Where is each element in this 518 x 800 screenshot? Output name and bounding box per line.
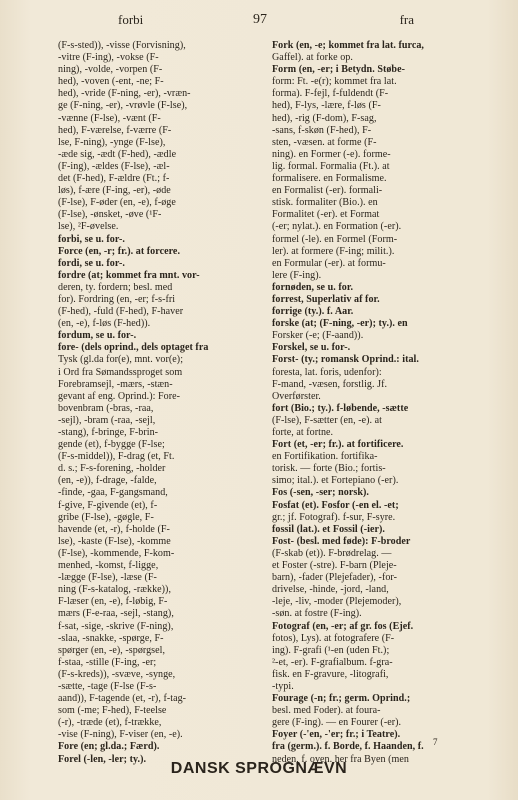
text-line: Fotograf (en, -er; af gr. fos (Ejef. bbox=[272, 620, 414, 632]
text-line: (F-ing), -ældes (F-lse), -æl- bbox=[58, 160, 170, 172]
text-line: -æde sig, -ædt (F-hed), -ædle bbox=[58, 148, 177, 160]
text-line: Form (en, -er; i Betydn. Støbe- bbox=[272, 64, 405, 76]
text-line: et Foster (-stre). F-barn (Pleje- bbox=[272, 560, 397, 572]
text-line: form: Ft. -e(r); kommet fra lat. bbox=[272, 76, 397, 88]
text-line: en Formular (-er). at formu- bbox=[272, 257, 386, 269]
text-line: ²-et, -er). F-grafialbum. f-gra- bbox=[272, 656, 393, 668]
text-line: Tysk (gl.da for(e), mnt. vor(e); bbox=[58, 354, 184, 366]
text-line: torisk. — forte (Bio.; fortis- bbox=[272, 463, 386, 475]
footer-stamp: DANSK SPROGNÆVN bbox=[170, 760, 348, 777]
text-line: for). Fordring (en, -er; f-s-fri bbox=[58, 293, 176, 305]
text-line: -vænne (F-lse), -vænt (F- bbox=[58, 112, 161, 124]
text-line: fore- (dels oprind., dels optaget fra bbox=[58, 342, 209, 354]
text-line: f-sat, -sige, -skrive (F-ning), bbox=[58, 620, 174, 632]
text-line: f-give, F-givende (et), f- bbox=[58, 499, 158, 511]
text-line: fra (germ.). f. Borde, f. Haanden, f. bbox=[272, 741, 424, 753]
text-line: hed), -voven (-ent, -ne; F- bbox=[58, 76, 164, 88]
text-line: havende (et, -r), f-holde (F- bbox=[58, 523, 170, 535]
text-line: forte, at fortne. bbox=[272, 427, 334, 438]
text-line: (F-s-sted)), -visse (Forvisning), bbox=[58, 40, 186, 51]
text-line: bovenbram (-bras, -raa, bbox=[58, 402, 154, 414]
text-line: forrest, Superlativ af for. bbox=[272, 293, 380, 305]
text-line: (F-skab (et)). F-brødrelag. — bbox=[272, 547, 392, 559]
text-line: ning (F-s-katalog, -række)), bbox=[58, 584, 172, 596]
text-line: -søn. at fostre (F-ing). bbox=[272, 608, 362, 620]
text-line: løs), f-ære (F-ing, -er), -øde bbox=[58, 185, 171, 197]
text-line: som (-me; F-hed), F-teelse bbox=[58, 705, 167, 717]
text-line: lse), -kaste (F-lse), -komme bbox=[58, 535, 171, 547]
text-line: deren, ty. fordern; besl. med bbox=[58, 281, 173, 293]
text-line: foresta, lat. foris, udenfor): bbox=[272, 366, 382, 378]
text-line: (F-lse), -ønsket, -øve (¹F- bbox=[58, 209, 162, 221]
text-line: -leje, -liv, -moder (Plejemoder), bbox=[272, 596, 402, 608]
text-line: ler). at formere (F-ing; milit.). bbox=[272, 245, 395, 257]
text-line: Fore (en; gl.da.; Færd). bbox=[58, 741, 160, 753]
text-line: menhed, -komst, f-ligge, bbox=[58, 560, 159, 572]
text-line: (F-hed), -fuld (F-hed), F-haver bbox=[58, 306, 184, 318]
text-line: Foyer (-'en, -'er; fr.; i Teatre). bbox=[272, 729, 401, 741]
text-line: -vise (F-ning), F-viser (en, -e). bbox=[58, 729, 183, 741]
text-line: Overførster. bbox=[272, 390, 321, 402]
text-line: hed), F-værelse, f-værre (F- bbox=[58, 124, 172, 136]
text-line: Forskel, se u. for-. bbox=[272, 342, 351, 354]
text-line: lere (F-ing). bbox=[272, 269, 322, 281]
text-line: stisk. formaliter (Bio.). en bbox=[272, 197, 378, 209]
text-line: hed), F-lys, -lære, f-løs (F- bbox=[272, 100, 381, 112]
text-line: besl. med Foder). at foura- bbox=[272, 705, 381, 717]
text-line: -finde, -gaa, F-gangsmand, bbox=[58, 487, 168, 499]
text-line: Forel (-len, -ler; ty.). bbox=[58, 753, 147, 765]
right-column bbox=[272, 40, 466, 766]
text-line: lig. formal. Formalia (Ft.). at bbox=[272, 160, 390, 172]
text-line: det (F-hed), F-ældre (Ft.; f- bbox=[58, 173, 170, 185]
text-line: F-mand, -væsen, forstlig. Jf. bbox=[272, 378, 388, 390]
text-line: gevant af eng. Oprind.): Fore- bbox=[58, 390, 181, 402]
page-number: 97 bbox=[253, 12, 267, 27]
header-left-word: forbi bbox=[118, 12, 144, 27]
sheet-number: 7 bbox=[433, 737, 438, 747]
text-line: (F-s-middel)), F-drag (et, Ft. bbox=[58, 451, 175, 463]
text-line: ge (F-ning, -er), -vrøvle (F-lse), bbox=[58, 100, 188, 112]
text-line: Force (en, -r; fr.). at forcere. bbox=[58, 245, 181, 257]
text-line: (-r), -træde (et), f-trække, bbox=[58, 717, 162, 729]
text-line: Fork (en, -e; kommet fra lat. furca, bbox=[272, 40, 424, 51]
text-line: -typi. bbox=[272, 680, 294, 692]
text-line: lse, F-ning), -ynge (F-lse), bbox=[58, 136, 166, 148]
text-line: F-læser (en, -e), f-løbig, F- bbox=[58, 596, 168, 608]
text-line: fordi, se u. for-. bbox=[58, 257, 125, 269]
text-line: (F-s-kreds)), -svæve, -synge, bbox=[58, 668, 176, 680]
text-line: barn), -fader (Plejefader), -for- bbox=[272, 572, 398, 584]
text-line: (F-lse), -kommende, F-kom- bbox=[58, 547, 175, 559]
text-line: Fosfat (et). Fosfor (-en el. -et; bbox=[272, 499, 399, 511]
text-line: (en, -e), f-løs (F-hed)). bbox=[58, 318, 151, 330]
text-line: hed), -rig (F-dom), F-sag, bbox=[272, 112, 377, 124]
text-line: sten, -væsen. at forme (F- bbox=[272, 136, 377, 148]
text-line: d. s.; F-s-forening, -holder bbox=[58, 463, 166, 475]
text-line: -stang), f-bringe, F-brin- bbox=[58, 427, 159, 438]
text-line: Gaffel). at forke op. bbox=[272, 52, 353, 64]
text-line: fisk. en F-gravure, -litografi, bbox=[272, 668, 389, 680]
text-line: -vitre (F-ing), -vokse (F- bbox=[58, 52, 159, 64]
text-line: en Fortifikation. fortifika- bbox=[272, 451, 378, 463]
text-line: lse), ²F-øvelse. bbox=[58, 221, 119, 233]
text-line: neden, f. oven. her fra Byen (men bbox=[272, 753, 409, 765]
left-column bbox=[58, 40, 252, 766]
text-line: Fort (et, -er; fr.). at fortificere. bbox=[272, 439, 404, 451]
text-line: simo; ital.). et Fortepiano (-er). bbox=[272, 475, 399, 487]
text-line: formalisere. en Formalisme. bbox=[272, 173, 387, 185]
text-line: (en, -e)), f-drage, -falde, bbox=[58, 475, 157, 487]
text-line: Fos (-sen, -ser; norsk). bbox=[272, 487, 369, 499]
text-line: gende (et), f-bygge (F-lse; bbox=[58, 439, 165, 451]
text-line: (F-lse), F-øder (en, -e), f-øge bbox=[58, 197, 176, 209]
text-line: forma). F-fejl, f-fuldendt (F- bbox=[272, 88, 389, 100]
text-line: forbi, se u. for-. bbox=[58, 233, 125, 245]
text-line: en Formalist (-er). formali- bbox=[272, 185, 383, 197]
text-line: -sejl), -bram (-raa, -sejl, bbox=[58, 414, 156, 426]
text-line: Forebramsejl, -mærs, -stæn- bbox=[58, 378, 173, 390]
text-line: -slaa, -snakke, -spørge, F- bbox=[58, 632, 164, 644]
text-line: spørger (en, -e), -spørgsel, bbox=[58, 644, 166, 656]
text-line: Fost- (besl. med føde): F-broder bbox=[272, 535, 411, 547]
text-line: -sans, f-skøn (F-hed), F- bbox=[272, 124, 372, 136]
text-line: ning). en Former (-e). forme- bbox=[272, 148, 391, 160]
text-line: forrige (ty.). f. Aar. bbox=[272, 306, 354, 318]
text-line: (-er; nylat.). en Formation (-er). bbox=[272, 221, 402, 233]
text-line: Forst- (ty.; romansk Oprind.: ital. bbox=[272, 354, 419, 366]
text-line: Forsker (-e; (F-aand)). bbox=[272, 330, 364, 342]
text-line: gribe (F-lse), -gøgle, F- bbox=[58, 511, 154, 523]
text-line: formel (-le). en Formel (Form- bbox=[272, 233, 398, 245]
text-line: fordre (at; kommet fra mnt. vor- bbox=[58, 269, 200, 281]
text-line: (F-lse), F-sætter (en, -e). at bbox=[272, 414, 383, 426]
text-line: Fourage (-n; fr.; germ. Oprind.; bbox=[272, 693, 411, 705]
text-line: ing). F-grafi (¹-en (uden Ft.); bbox=[272, 644, 390, 656]
text-line: ning), -volde, -vorpen (F- bbox=[58, 64, 163, 76]
text-line: i Ord fra Sømandssproget som bbox=[58, 366, 183, 378]
text-line: gr.; jf. Fotograf). f-sur, F-syre. bbox=[272, 511, 396, 523]
text-line: mærs (F-e-raa, -sejl, -stang), bbox=[58, 608, 174, 620]
text-columns bbox=[58, 40, 458, 765]
text-line: fort (Bio.; ty.). f-løbende, -sætte bbox=[272, 402, 409, 414]
text-line: gere (F-ing). — en Fourer (-er). bbox=[272, 717, 402, 729]
text-line: fossil (lat.). et Fossil (-ier). bbox=[272, 523, 385, 535]
text-line: fordum, se u. for-. bbox=[58, 330, 137, 342]
text-line: fotos), Lys). at fotografere (F- bbox=[272, 632, 395, 644]
page-header bbox=[58, 12, 474, 30]
text-line: fornøden, se u. for. bbox=[272, 281, 354, 293]
text-line: Formalitet (-er). et Format bbox=[272, 209, 380, 221]
text-line: -lægge (F-lse), -læse (F- bbox=[58, 572, 157, 584]
text-line: f-staa, -stille (F-ing, -er; bbox=[58, 656, 157, 668]
text-line: hed), -vride (F-ning, -er), -vræn- bbox=[58, 88, 191, 100]
text-line: -sætte, -tage (F-lse (F-s- bbox=[58, 680, 157, 692]
text-line: aand)), F-tagende (et, -r), f-tag- bbox=[58, 693, 187, 705]
text-line: forske (at; (F-ning, -er); ty.). en bbox=[272, 318, 408, 330]
text-line: drivelse, -hinde, -jord, -land, bbox=[272, 584, 389, 596]
header-right-word: fra bbox=[399, 12, 414, 27]
